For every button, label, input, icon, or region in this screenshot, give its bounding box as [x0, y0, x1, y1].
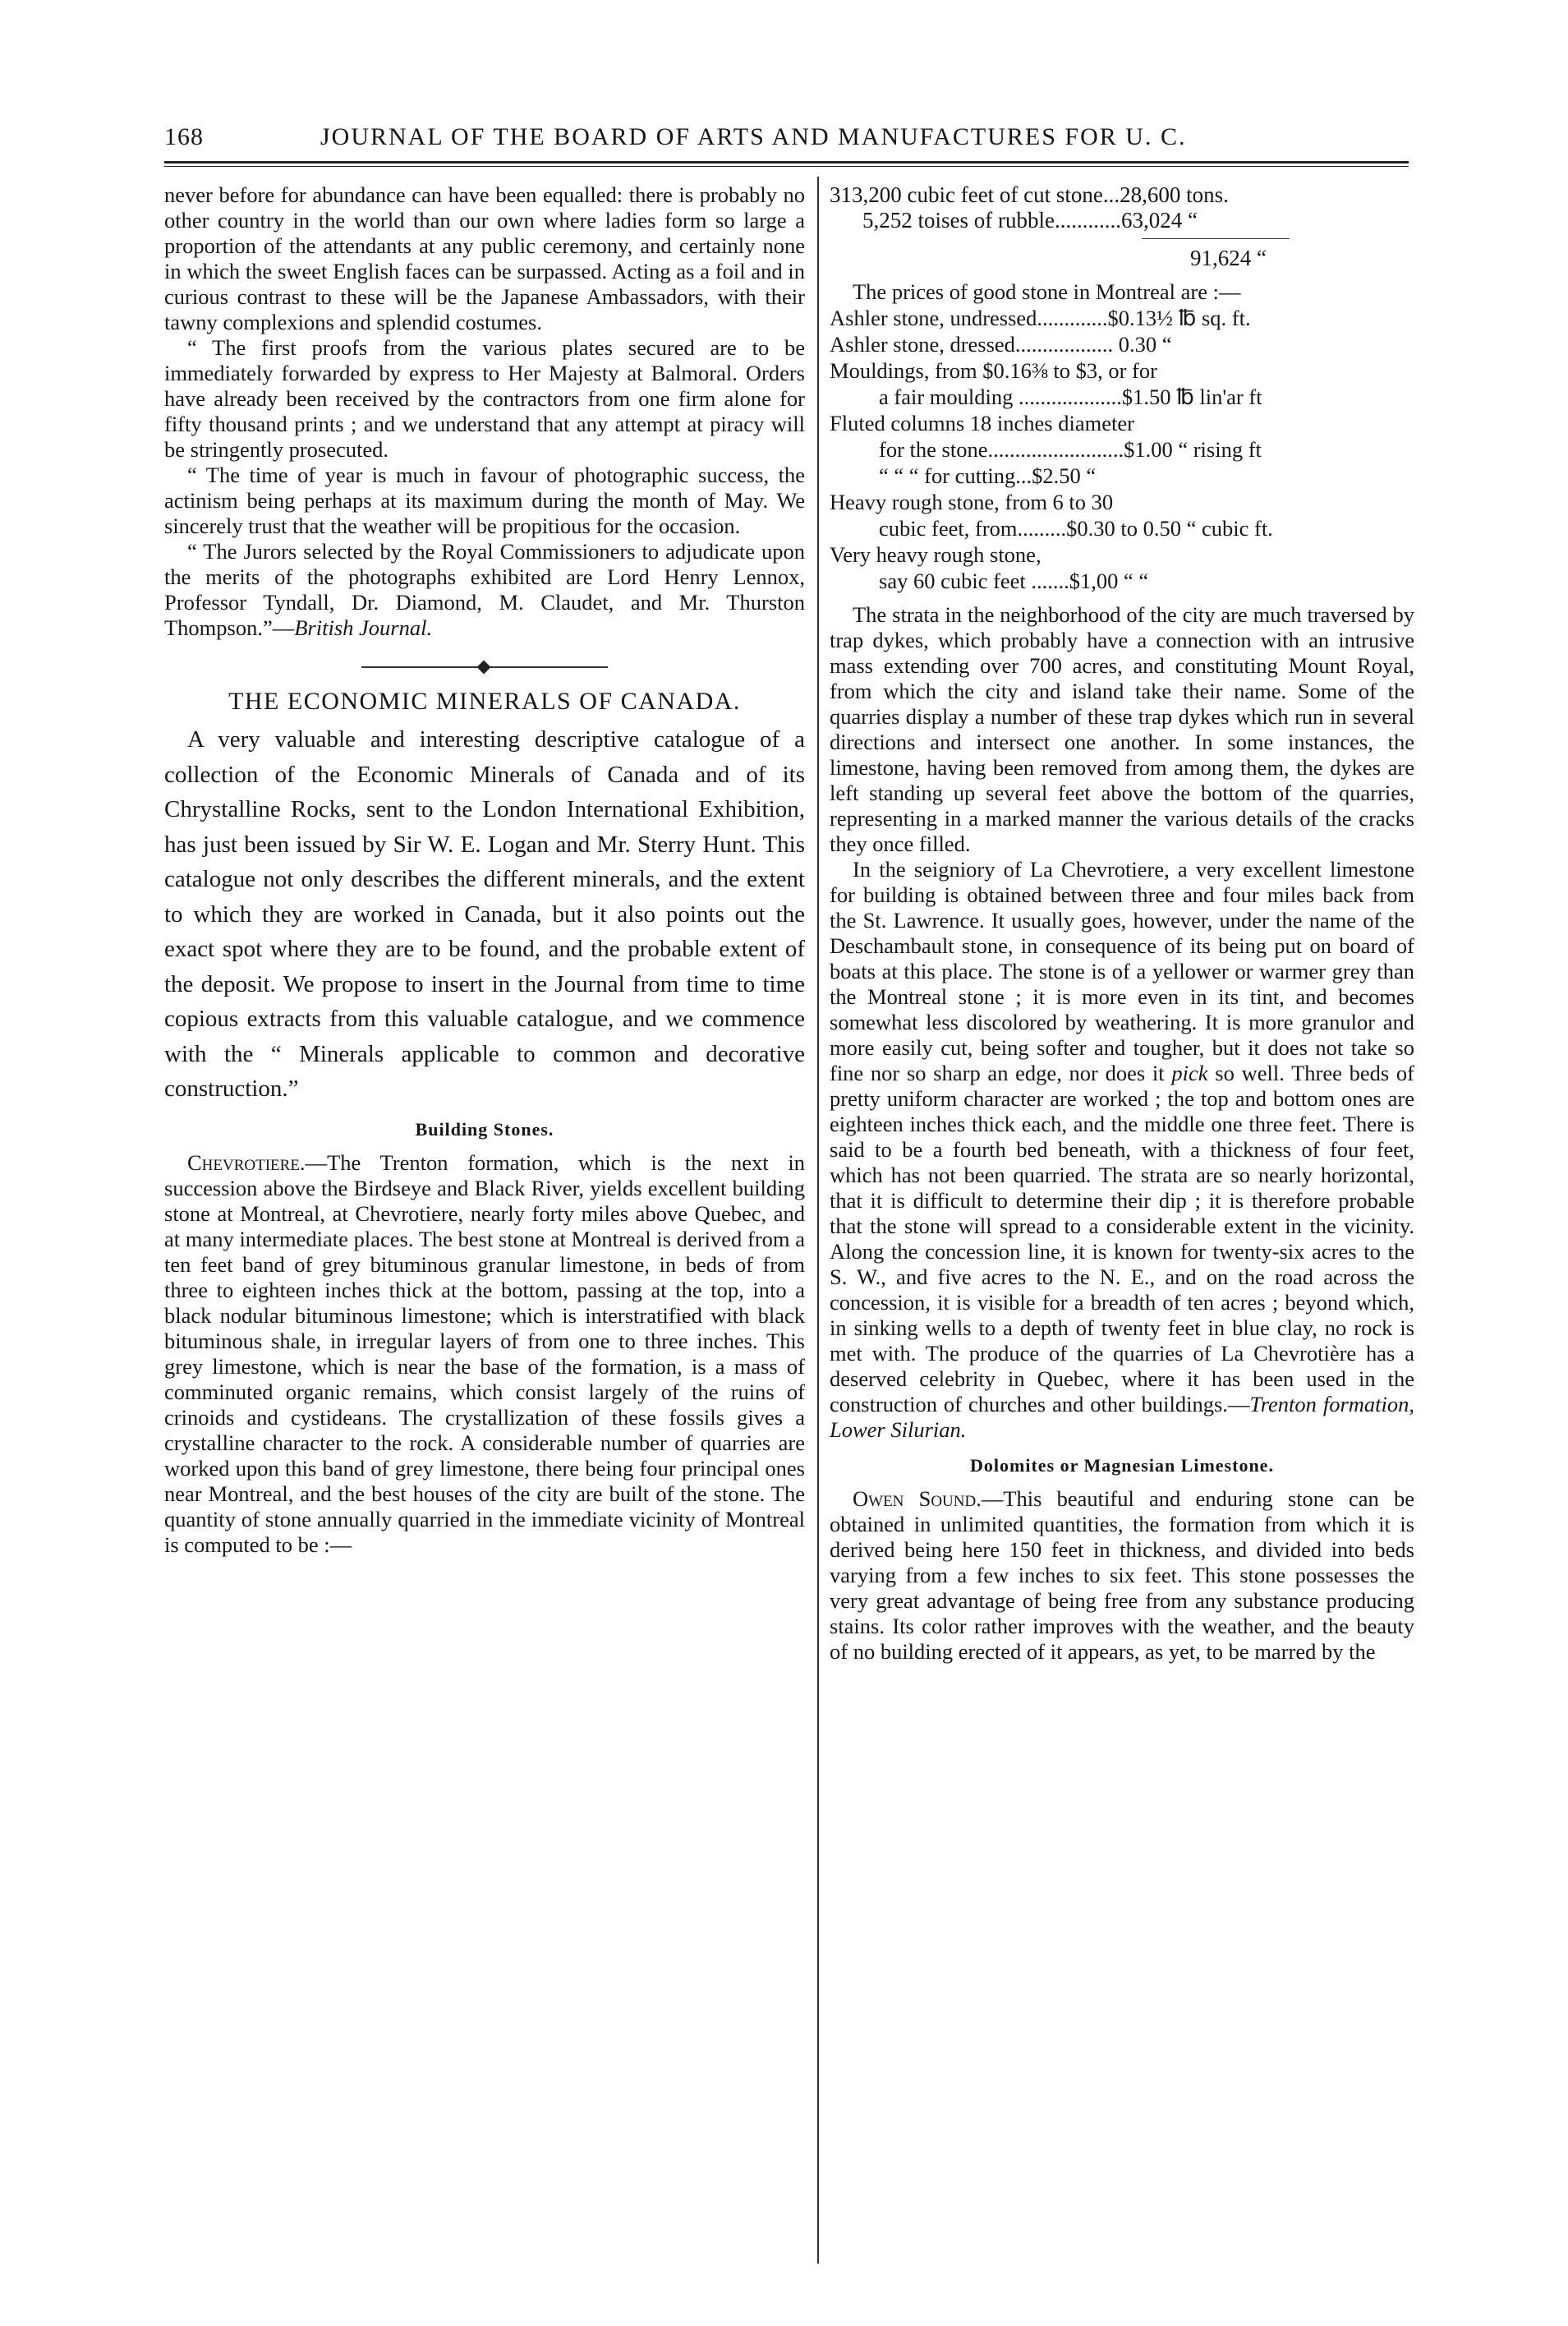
subhead-dolomites: Dolomites or Magnesian Limestone.	[970, 1455, 1274, 1476]
subhead-building-stones: Building Stones.	[415, 1118, 554, 1140]
chevrotiere-text: —The Trenton formation, which is the next in succession above the Birdseye and Black River, yields excellent building stone at Montreal, at Chevrotiere, nearly forty miles above Quebec, and at many intermediate places. The best stone at Montreal is derived from a ten feet band of grey bituminous granular limestone, in beds of from three to eighteen inches thick at the bottom, passing at the top, into a black nodular bituminous limestone; which is interstratified with black bituminous shale, in irregular layers of from one to three inches. This grey limestone, which is near the base of the formation, is a mass of comminuted organic remains, which consist largely of the ruins of crinoids and cystideans. The crystallization of these fossils gives a crystalline character to the rock. A considerable number of quarries are worked upon this band of grey limestone, there being four principal ones near Montreal, and the best houses of the city are built of the stone. The quantity of stone annually quarried in the immediate vicinity of Montreal is computed to be :—	[164, 1149, 805, 1557]
paragraph-chevrotiere	[164, 1150, 805, 1558]
sum-rule	[1142, 238, 1290, 239]
quantity-total: 91,624 “	[1190, 246, 1267, 270]
jurors-source: British Journal.	[294, 615, 433, 640]
header-rule	[164, 161, 1409, 164]
price-line: “ “ “ for cutting...$2.50 “	[879, 463, 1097, 488]
right-column	[830, 182, 1414, 1665]
section-title: THE ECONOMIC MINERALS OF CANADA.	[228, 688, 741, 715]
page-number: 168	[164, 123, 204, 150]
prices-intro: The prices of good stone in Montreal are :—	[853, 279, 1241, 304]
left-column	[164, 182, 805, 1558]
paragraph-seigniory	[830, 857, 1414, 1443]
chevrotiere-lead: Chevrotiere.	[187, 1149, 306, 1175]
paragraph-intro: A very valuable and interesting descriptive catalogue of a collection of the Economic Minerals of Canada and of its Chrystalline Rocks, sent to the London International Exhibition, has just been issued by Sir W. E. Logan and Mr. Sterry Hunt. This catalogue not only describes the different minerals, and the extent to which they are worked in Canada, but it also points out the exact spot where they are to be found, and the probable extent of the deposit. We propose to insert in the Journal from time to time copious extracts from this valuable catalogue, and we commence with the “ Minerals applicable to common and decorative construction.”	[164, 726, 805, 1102]
paragraph-owen-sound	[830, 1486, 1414, 1665]
seigniory-text-a: In the seigniory of La Chevrotiere, a very excellent limestone for building is obtained between three and four miles back from the St. Lawrence. It usually goes, however, under the name of the Deschambault stone, in consequence of its being put on board of boats at this place. The stone is of a yellower or warmer grey than the Montreal stone ; it is more even in its tint, and becomes somewhat less discolored by weathering. It is more granulor and more easily cut, being softer and tougher, but it does not take so fine nor so sharp an edge, nor does it	[830, 857, 1414, 1085]
price-line: cubic feet, from.........$0.30 to 0.50 “ cubic ft.	[879, 516, 1273, 541]
paragraph-jurors	[164, 539, 805, 641]
header-rule-thin	[164, 166, 1409, 167]
seigniory-text-b: so well. Three beds of pretty uniform character are worked ; the top and bottom ones are eighteen inches thick each, and the middle one three feet. There is said to be a fourth bed beneath, with a thickness of four feet, which has not been quarried. The strata are so nearly horizontal, that it is difficult to determine their dip ; it is therefore probable that the stone will spread to a considerable extent in the vicinity. Along the concession line, it is known for twenty-six acres to the S. W., and five acres to the N. E., and on the road across the concession, it is visible for a breadth of ten acres ; beyond which, in sinking wells to a depth of twenty feet in blue clay, no rock is met with. The produce of the quarries of La Chevrotière has a deserved celebrity in Quebec, where it has been used in the construction of churches and other buildings.—	[830, 1061, 1414, 1416]
owen-sound-lead: Owen Sound.	[853, 1486, 982, 1511]
price-list	[830, 305, 1414, 594]
price-line: Fluted columns 18 inches diameter	[830, 411, 1134, 435]
price-line: Mouldings, from $0.16⅜ to $3, or for	[830, 358, 1157, 383]
price-line: Heavy rough stone, from 6 to 30	[830, 490, 1114, 514]
section-ornament	[164, 662, 805, 672]
paragraph-time-of-year: “ The time of year is much in favour of photographic success, the actinism being perhaps at its maximum during the month of May. We sincerely trust that the weather will be propitious for the occasion.	[164, 463, 805, 538]
owen-sound-text: —This beautiful and enduring stone can be obtained in unlimited quantities, the formation from which it is derived being here 150 feet in thickness, and divided into beds varying from a few inches to six feet. This stone possesses the very great advantage of being free from any substance producing stains. Its color rather improves with the weather, and the beauty of no building erected of it appears, as yet, to be marred by the	[830, 1486, 1414, 1664]
journal-title: JOURNAL OF THE BOARD OF ARTS AND MANUFACTURES FOR U. C.	[320, 123, 1187, 150]
price-line: Ashler stone, undressed.............$0.13½ ℔ sq. ft.	[830, 306, 1251, 330]
paragraph-proofs: “ The first proofs from the various plates secured are to be immediately forwarded by express to Her Majesty at Balmoral. Orders have already been received by the contractors from one firm alone for fifty thousand prints ; and we understand that any attempt at piracy will be stringently prosecuted.	[164, 335, 805, 462]
quantity-row-cut-stone: 313,200 cubic feet of cut stone...28,600 tons.	[830, 182, 1229, 207]
paragraph-strata: The strata in the neighborhood of the city are much traversed by trap dykes, which probably have a connection with an intrusive mass extending over 700 acres, and constituting Mount Royal, from which the city and island take their name. Some of the quarries display a number of these trap dykes which run in several directions and intersect one another. In some instances, the limestone, having been removed from among them, the dykes are left standing up several feet above the bottom of the quarries, representing in a marked manner the various details of the cracks they once filled.	[830, 602, 1414, 856]
seigniory-pick: pick	[1171, 1061, 1208, 1085]
price-line: a fair moulding ...................$1.50 ℔ lin'ar ft	[879, 385, 1262, 409]
price-line: Ashler stone, dressed.................. 0.30 “	[830, 332, 1172, 357]
price-line: Very heavy rough stone,	[830, 542, 1042, 567]
seigniory-source: Trenton formation, Lower Silurian.	[830, 1392, 1414, 1442]
diamond-icon	[477, 661, 491, 675]
column-divider	[817, 177, 819, 2264]
jurors-text: “ The Jurors selected by the Royal Commissioners to adjudicate upon the merits of the photographs exhibited are Lord Henry Lennox, Professor Tyndall, Dr. Diamond, M. Claudet, and Mr. Thurston Thompson.”—	[164, 539, 805, 640]
price-line: say 60 cubic feet .......$1,00 “ “	[879, 569, 1149, 593]
paragraph-ladies: never before for abundance can have been equalled: there is probably no other country in the world than our own where ladies form so large a proportion of the attendants at any public ceremony, and certainly none in which the sweet English faces can be surpassed. Acting as a foil and in curious contrast to these will be the Japanese Ambassadors, with their tawny complexions and splendid costumes.	[164, 182, 805, 334]
quantity-row-rubble: 5,252 toises of rubble............63,024 “	[862, 208, 1198, 233]
price-line: for the stone.........................$1.00 “ rising ft	[879, 437, 1262, 462]
